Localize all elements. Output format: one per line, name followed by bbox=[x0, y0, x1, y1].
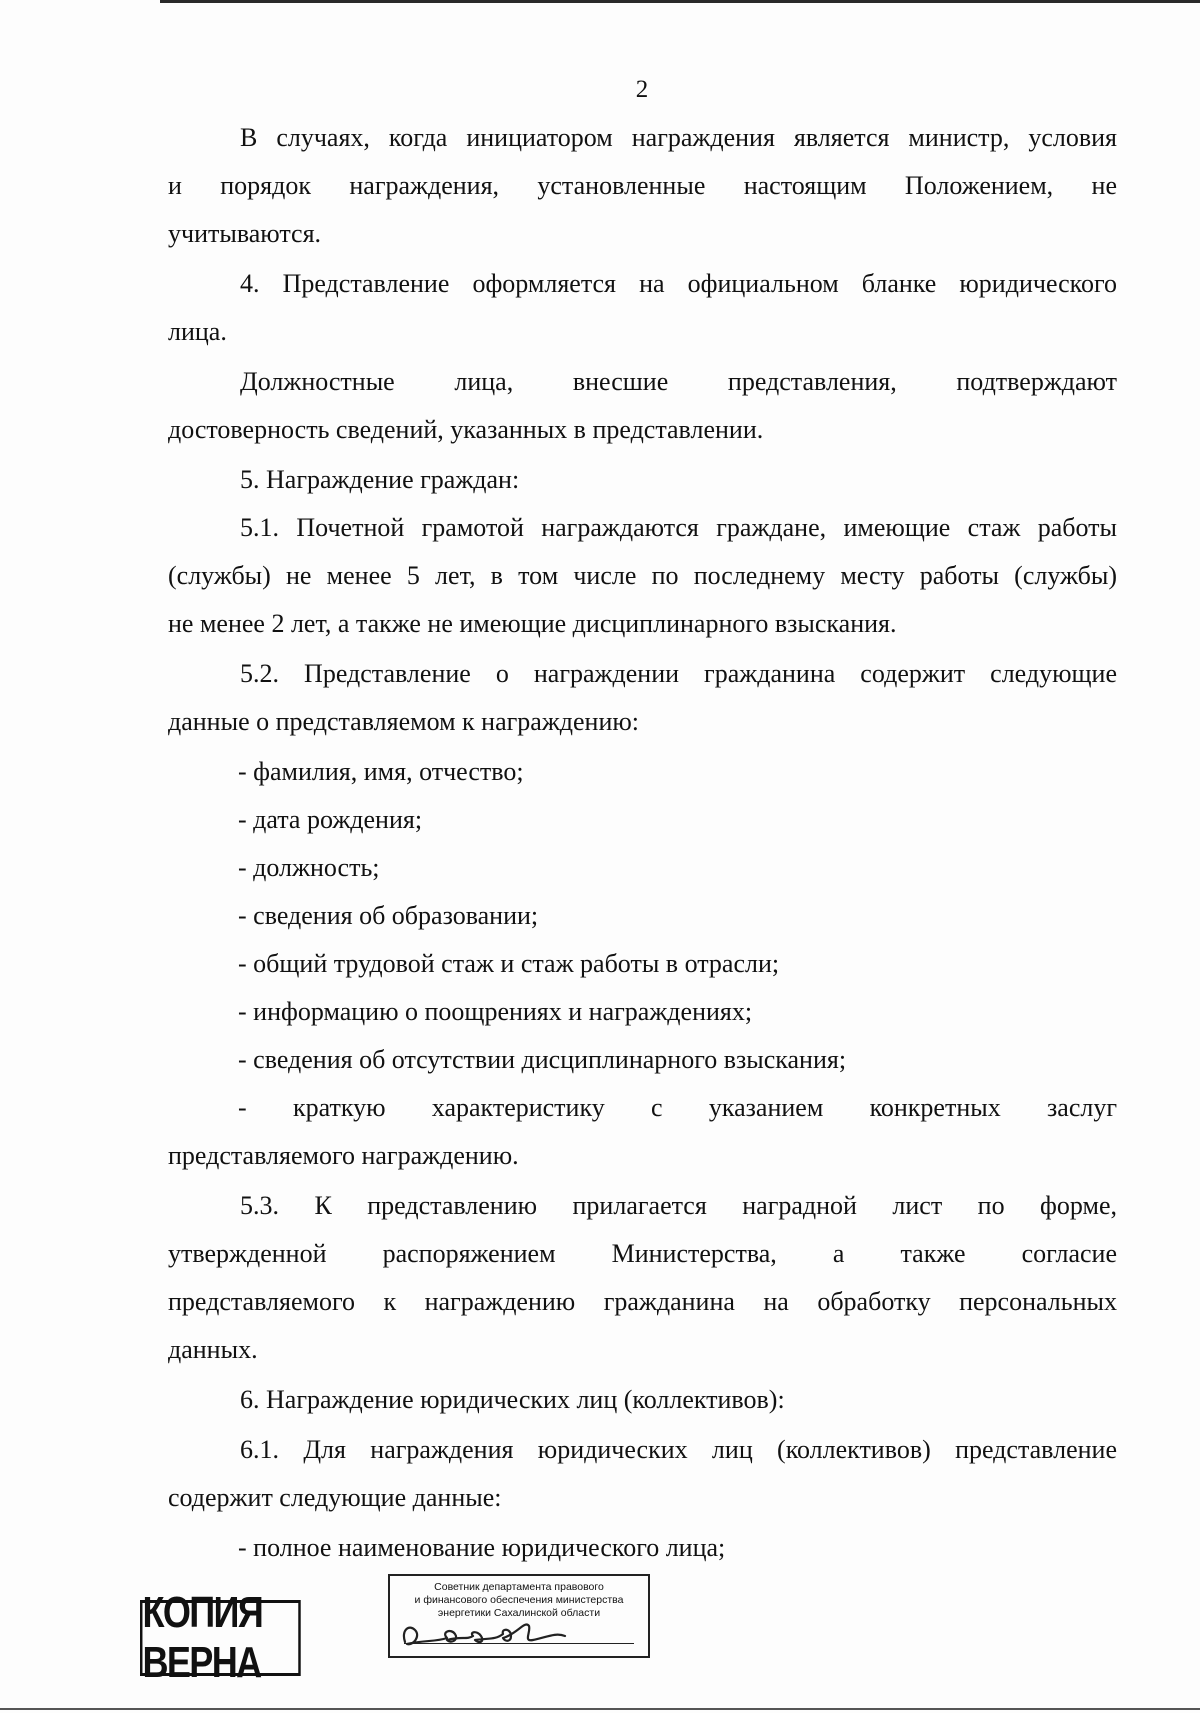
officials-line-2: достоверность сведений, указанных в представлении. bbox=[168, 415, 764, 444]
scan-top-edge bbox=[160, 0, 1200, 3]
stamp-line: энергетики Сахалинской области bbox=[437, 1607, 601, 1619]
item-5-2-line-2: данные о представляемом к награждению: bbox=[168, 707, 640, 736]
item-4-line-2: лица. bbox=[168, 317, 227, 346]
item-5-1-line-3: не менее 2 лет, а также не имеющие дисциплинарного взыскания. bbox=[168, 609, 897, 638]
list-item: - информацию о поощрениях и награждениях; bbox=[238, 997, 753, 1026]
page-number: 2 bbox=[635, 76, 649, 103]
list-item: - полное наименование юридического лица; bbox=[238, 1533, 726, 1562]
item-4-line-1: 4. Представление оформляется на официальном бланке юридического bbox=[240, 269, 1117, 298]
officials-line-1: Должностные лица, внесшие представления, подтверждают bbox=[240, 367, 1117, 396]
paragraph-minister-line-2: и порядок награждения, установленные настоящим Положением, не bbox=[168, 171, 1117, 200]
item-6-1-line-1: 6.1. Для награждения юридических лиц (коллективов) представление bbox=[240, 1435, 1117, 1464]
list-item: - должность; bbox=[238, 853, 380, 882]
list-item: - дата рождения; bbox=[238, 805, 423, 834]
item-5-heading: 5. Награждение граждан: bbox=[240, 465, 520, 494]
list-item-last-line-2: представляемого награждению. bbox=[168, 1141, 519, 1170]
item-5-3-line-2: утвержденной распоряжением Министерства, а также согласие bbox=[168, 1239, 1117, 1268]
list-item: - общий трудовой стаж и стаж работы в отрасли; bbox=[238, 949, 780, 978]
item-5-3-line-4: данных. bbox=[168, 1335, 258, 1364]
list-item-last-line-1: - краткую характеристику с указанием конкретных заслуг bbox=[238, 1093, 1117, 1122]
list-item: - сведения об отсутствии дисциплинарного взыскания; bbox=[238, 1045, 847, 1074]
scan-bottom-edge bbox=[0, 1708, 1200, 1710]
item-5-3-line-3: представляемого к награждению гражданина на обработку персональных bbox=[168, 1287, 1117, 1316]
stamp-line: и финансового обеспечения министерства bbox=[414, 1594, 624, 1606]
paragraph-minister-line-3: учитываются. bbox=[168, 219, 322, 248]
stamp-line: Советник департамента правового bbox=[434, 1581, 604, 1593]
item-5-3-line-1: 5.3. К представлению прилагается наградной лист по форме, bbox=[240, 1191, 1117, 1220]
item-5-1-line-1: 5.1. Почетной грамотой награждаются граждане, имеющие стаж работы bbox=[240, 513, 1117, 542]
handwritten-signature bbox=[395, 1580, 595, 1660]
paragraph-minister-line-1: В случаях, когда инициатором награждения является министр, условия bbox=[240, 123, 1117, 152]
item-6-heading: 6. Награждение юридических лиц (коллективов): bbox=[240, 1385, 785, 1414]
item-5-2-line-1: 5.2. Представление о награждении гражданина содержит следующие bbox=[240, 659, 1117, 688]
copy-certified-stamp: КОПИЯ ВЕРНА bbox=[140, 1600, 301, 1676]
item-6-1-line-2: содержит следующие данные: bbox=[168, 1483, 502, 1512]
item-5-1-line-2: (службы) не менее 5 лет, в том числе по последнему месту работы (службы) bbox=[168, 561, 1117, 590]
list-item: - сведения об образовании; bbox=[238, 901, 539, 930]
list-item: - фамилия, имя, отчество; bbox=[238, 757, 524, 786]
